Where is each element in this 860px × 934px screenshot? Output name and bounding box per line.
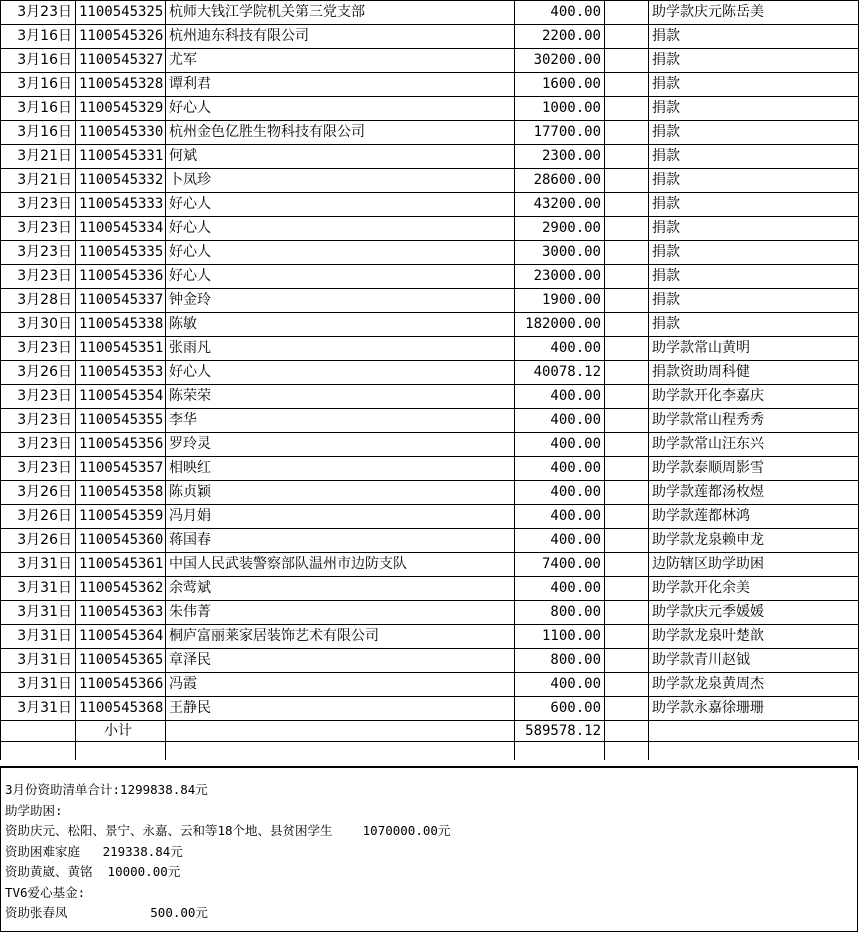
date-cell: 3月31日 [1, 601, 76, 625]
note-cell: 助学款莲都林鸿 [649, 505, 859, 529]
summary-families-line: 资助困难家庭 219338.84元 [5, 843, 183, 859]
receipt-code-cell: 1100545326 [76, 25, 166, 49]
note-cell: 边防辖区助学助困 [649, 553, 859, 577]
amount-cell: 17700.00 [515, 121, 605, 145]
receipt-code-cell: 1100545359 [76, 505, 166, 529]
note-cell: 助学款常山黄明 [649, 337, 859, 361]
amount-cell: 30200.00 [515, 49, 605, 73]
spacer-cell [605, 742, 649, 761]
note-cell: 助学款龙泉黄周杰 [649, 673, 859, 697]
table-row [1, 673, 859, 697]
receipt-code-cell: 1100545329 [76, 97, 166, 121]
receipt-code-cell: 1100545354 [76, 385, 166, 409]
subtotal-label: 小计 [76, 721, 166, 742]
spacer-cell [1, 742, 76, 761]
amount-cell: 3000.00 [515, 241, 605, 265]
note-cell: 捐款 [649, 217, 859, 241]
note-cell: 助学款开化余美 [649, 577, 859, 601]
note-cell: 助学款庆元陈岳美 [649, 1, 859, 25]
table-row [1, 625, 859, 649]
date-cell: 3月31日 [1, 697, 76, 721]
donation-rows [1, 1, 859, 721]
date-cell: 3月16日 [1, 49, 76, 73]
donor-name-cell: 冯月娟 [166, 505, 515, 529]
donor-name-cell: 卜凤珍 [166, 169, 515, 193]
donor-name-cell: 杭州迪东科技有限公司 [166, 25, 515, 49]
summary-huang-line: 资助黄崴、黄铭 10000.00元 [5, 864, 181, 879]
table-row [1, 361, 859, 385]
receipt-code-cell: 1100545337 [76, 289, 166, 313]
receipt-code-cell: 1100545368 [76, 697, 166, 721]
table-row [1, 145, 859, 169]
receipt-code-cell: 1100545362 [76, 577, 166, 601]
table-row [1, 457, 859, 481]
receipt-code-cell: 1100545330 [76, 121, 166, 145]
donor-name-cell: 何斌 [166, 145, 515, 169]
table-row [1, 481, 859, 505]
blank-cell [605, 217, 649, 241]
note-cell: 捐款 [649, 289, 859, 313]
blank-cell [605, 73, 649, 97]
amount-cell: 600.00 [515, 697, 605, 721]
receipt-code-cell: 1100545334 [76, 217, 166, 241]
table-row [1, 289, 859, 313]
summary-heading-student-aid: 助学助困: [5, 802, 63, 818]
date-cell: 3月21日 [1, 145, 76, 169]
note-cell: 助学款常山程秀秀 [649, 409, 859, 433]
donor-name-cell: 谭利君 [166, 73, 515, 97]
receipt-code-cell: 1100545357 [76, 457, 166, 481]
subtotal-row [1, 721, 859, 742]
note-cell: 助学款泰顺周影雪 [649, 457, 859, 481]
table-row [1, 241, 859, 265]
date-cell: 3月31日 [1, 649, 76, 673]
receipt-code-cell: 1100545366 [76, 673, 166, 697]
date-cell: 3月23日 [1, 217, 76, 241]
receipt-code-cell: 1100545356 [76, 433, 166, 457]
spacer-cell [515, 742, 605, 761]
blank-cell [605, 241, 649, 265]
amount-cell: 400.00 [515, 673, 605, 697]
receipt-code-cell: 1100545338 [76, 313, 166, 337]
donor-name-cell: 李华 [166, 409, 515, 433]
donor-name-cell: 桐庐富丽莱家居装饰艺术有限公司 [166, 625, 515, 649]
date-cell: 3月26日 [1, 529, 76, 553]
subtotal-name-cell [166, 721, 515, 742]
table-row [1, 193, 859, 217]
blank-cell [605, 145, 649, 169]
note-cell: 助学款永嘉徐珊珊 [649, 697, 859, 721]
blank-cell [605, 289, 649, 313]
date-cell: 3月23日 [1, 241, 76, 265]
receipt-code-cell: 1100545335 [76, 241, 166, 265]
receipt-code-cell: 1100545363 [76, 601, 166, 625]
date-cell: 3月16日 [1, 97, 76, 121]
receipt-code-cell: 1100545333 [76, 193, 166, 217]
donor-name-cell: 陈贞颖 [166, 481, 515, 505]
donor-name-cell: 张雨凡 [166, 337, 515, 361]
note-cell: 捐款 [649, 265, 859, 289]
receipt-code-cell: 1100545332 [76, 169, 166, 193]
donor-name-cell: 相映红 [166, 457, 515, 481]
table-row [1, 601, 859, 625]
amount-cell: 400.00 [515, 505, 605, 529]
date-cell: 3月23日 [1, 409, 76, 433]
date-cell: 3月23日 [1, 337, 76, 361]
blank-cell [605, 193, 649, 217]
amount-cell: 400.00 [515, 337, 605, 361]
table-row [1, 73, 859, 97]
date-cell: 3月23日 [1, 1, 76, 25]
blank-cell [605, 649, 649, 673]
date-cell: 3月31日 [1, 625, 76, 649]
amount-cell: 40078.12 [515, 361, 605, 385]
receipt-code-cell: 1100545336 [76, 265, 166, 289]
note-cell: 捐款 [649, 73, 859, 97]
blank-cell [605, 601, 649, 625]
note-cell: 捐款 [649, 121, 859, 145]
date-cell: 3月23日 [1, 385, 76, 409]
donor-name-cell: 杭师大钱江学院机关第三党支部 [166, 1, 515, 25]
blank-cell [605, 625, 649, 649]
receipt-code-cell: 1100545361 [76, 553, 166, 577]
donor-name-cell: 钟金玲 [166, 289, 515, 313]
note-cell: 捐款 [649, 25, 859, 49]
date-cell: 3月31日 [1, 673, 76, 697]
blank-cell [605, 673, 649, 697]
note-cell: 捐款 [649, 169, 859, 193]
blank-cell [605, 577, 649, 601]
summary-students-line: 资助庆元、松阳、景宁、永嘉、云和等18个地、县贫困学生 1070000.00元 [5, 823, 451, 838]
amount-cell: 28600.00 [515, 169, 605, 193]
date-cell: 3月16日 [1, 73, 76, 97]
donor-name-cell: 蒋国春 [166, 529, 515, 553]
date-cell: 3月26日 [1, 505, 76, 529]
note-cell: 捐款 [649, 193, 859, 217]
donor-name-cell: 好心人 [166, 241, 515, 265]
blank-cell [605, 457, 649, 481]
donor-name-cell: 陈荣荣 [166, 385, 515, 409]
blank-cell [605, 313, 649, 337]
donor-name-cell: 尤军 [166, 49, 515, 73]
table-row [1, 697, 859, 721]
spacer-cell [649, 742, 859, 761]
donor-name-cell: 好心人 [166, 193, 515, 217]
spacer-row [1, 742, 859, 761]
amount-cell: 1600.00 [515, 73, 605, 97]
donor-name-cell: 冯霞 [166, 673, 515, 697]
date-cell: 3月26日 [1, 481, 76, 505]
table-row [1, 169, 859, 193]
donor-name-cell: 杭州金色亿胜生物科技有限公司 [166, 121, 515, 145]
subtotal-date-cell [1, 721, 76, 742]
blank-cell [605, 385, 649, 409]
donor-name-cell: 陈敏 [166, 313, 515, 337]
date-cell: 3月28日 [1, 289, 76, 313]
summary-heading-tv6: TV6爱心基金: [5, 884, 86, 900]
date-cell: 3月30日 [1, 313, 76, 337]
date-cell: 3月16日 [1, 25, 76, 49]
table-row [1, 577, 859, 601]
summary-zhang-line: 资助张春凤 500.00元 [5, 905, 208, 920]
date-cell: 3月23日 [1, 433, 76, 457]
table-row [1, 409, 859, 433]
table-row [1, 505, 859, 529]
receipt-code-cell: 1100545325 [76, 1, 166, 25]
table-row [1, 553, 859, 577]
amount-cell: 1100.00 [515, 625, 605, 649]
date-cell: 3月31日 [1, 553, 76, 577]
blank-cell [605, 97, 649, 121]
amount-cell: 800.00 [515, 601, 605, 625]
receipt-code-cell: 1100545328 [76, 73, 166, 97]
table-row [1, 97, 859, 121]
note-cell: 助学款开化李嘉庆 [649, 385, 859, 409]
table-row [1, 433, 859, 457]
amount-cell: 2200.00 [515, 25, 605, 49]
note-cell: 助学款常山汪东兴 [649, 433, 859, 457]
receipt-code-cell: 1100545351 [76, 337, 166, 361]
date-cell: 3月23日 [1, 265, 76, 289]
blank-cell [605, 481, 649, 505]
date-cell: 3月26日 [1, 361, 76, 385]
note-cell: 助学款龙泉赖申龙 [649, 529, 859, 553]
summary-total: 3月份资助清单合计:1299838.84元 [5, 782, 208, 797]
subtotal-blank-cell [605, 721, 649, 742]
date-cell: 3月23日 [1, 457, 76, 481]
amount-cell: 1000.00 [515, 97, 605, 121]
date-cell: 3月23日 [1, 193, 76, 217]
note-cell: 助学款龙泉叶楚歆 [649, 625, 859, 649]
blank-cell [605, 169, 649, 193]
amount-cell: 400.00 [515, 457, 605, 481]
note-cell: 捐款 [649, 145, 859, 169]
spacer-cell [166, 742, 515, 761]
amount-cell: 182000.00 [515, 313, 605, 337]
table-row [1, 313, 859, 337]
blank-cell [605, 529, 649, 553]
date-cell: 3月21日 [1, 169, 76, 193]
receipt-code-cell: 1100545353 [76, 361, 166, 385]
receipt-code-cell: 1100545331 [76, 145, 166, 169]
donor-name-cell: 好心人 [166, 265, 515, 289]
blank-cell [605, 697, 649, 721]
blank-cell [605, 361, 649, 385]
note-cell: 助学款青川赵钺 [649, 649, 859, 673]
note-cell: 捐款资助周科健 [649, 361, 859, 385]
amount-cell: 23000.00 [515, 265, 605, 289]
note-cell: 捐款 [649, 313, 859, 337]
donor-name-cell: 好心人 [166, 217, 515, 241]
amount-cell: 800.00 [515, 649, 605, 673]
blank-cell [605, 505, 649, 529]
donor-name-cell: 章泽民 [166, 649, 515, 673]
table-row [1, 529, 859, 553]
table-row [1, 49, 859, 73]
amount-cell: 400.00 [515, 1, 605, 25]
subtotal-amount: 589578.12 [515, 721, 605, 742]
blank-cell [605, 409, 649, 433]
amount-cell: 400.00 [515, 385, 605, 409]
spacer-cell [76, 742, 166, 761]
table-row [1, 337, 859, 361]
amount-cell: 400.00 [515, 481, 605, 505]
amount-cell: 400.00 [515, 529, 605, 553]
amount-cell: 2900.00 [515, 217, 605, 241]
receipt-code-cell: 1100545327 [76, 49, 166, 73]
note-cell: 助学款莲都汤枚煜 [649, 481, 859, 505]
note-cell: 捐款 [649, 49, 859, 73]
subtotal-note-cell [649, 721, 859, 742]
note-cell: 捐款 [649, 97, 859, 121]
amount-cell: 43200.00 [515, 193, 605, 217]
blank-cell [605, 433, 649, 457]
donor-name-cell: 好心人 [166, 361, 515, 385]
date-cell: 3月16日 [1, 121, 76, 145]
amount-cell: 1900.00 [515, 289, 605, 313]
donor-name-cell: 朱伟菁 [166, 601, 515, 625]
blank-cell [605, 553, 649, 577]
note-cell: 捐款 [649, 241, 859, 265]
receipt-code-cell: 1100545360 [76, 529, 166, 553]
blank-cell [605, 265, 649, 289]
table-row [1, 649, 859, 673]
amount-cell: 7400.00 [515, 553, 605, 577]
table-row [1, 385, 859, 409]
blank-cell [605, 121, 649, 145]
amount-cell: 2300.00 [515, 145, 605, 169]
blank-cell [605, 25, 649, 49]
blank-cell [605, 1, 649, 25]
amount-cell: 400.00 [515, 409, 605, 433]
table-row [1, 121, 859, 145]
table-row [1, 217, 859, 241]
donor-name-cell: 王静民 [166, 697, 515, 721]
donor-name-cell: 余莺斌 [166, 577, 515, 601]
blank-cell [605, 337, 649, 361]
receipt-code-cell: 1100545355 [76, 409, 166, 433]
monthly-summary [0, 766, 858, 932]
table-row [1, 265, 859, 289]
amount-cell: 400.00 [515, 433, 605, 457]
note-cell: 助学款庆元季媛媛 [649, 601, 859, 625]
table-row [1, 25, 859, 49]
table-row [1, 1, 859, 25]
blank-cell [605, 49, 649, 73]
date-cell: 3月31日 [1, 577, 76, 601]
donor-name-cell: 中国人民武装警察部队温州市边防支队 [166, 553, 515, 577]
receipt-code-cell: 1100545365 [76, 649, 166, 673]
receipt-code-cell: 1100545364 [76, 625, 166, 649]
donor-name-cell: 罗玲灵 [166, 433, 515, 457]
donor-name-cell: 好心人 [166, 97, 515, 121]
receipt-code-cell: 1100545358 [76, 481, 166, 505]
amount-cell: 400.00 [515, 577, 605, 601]
